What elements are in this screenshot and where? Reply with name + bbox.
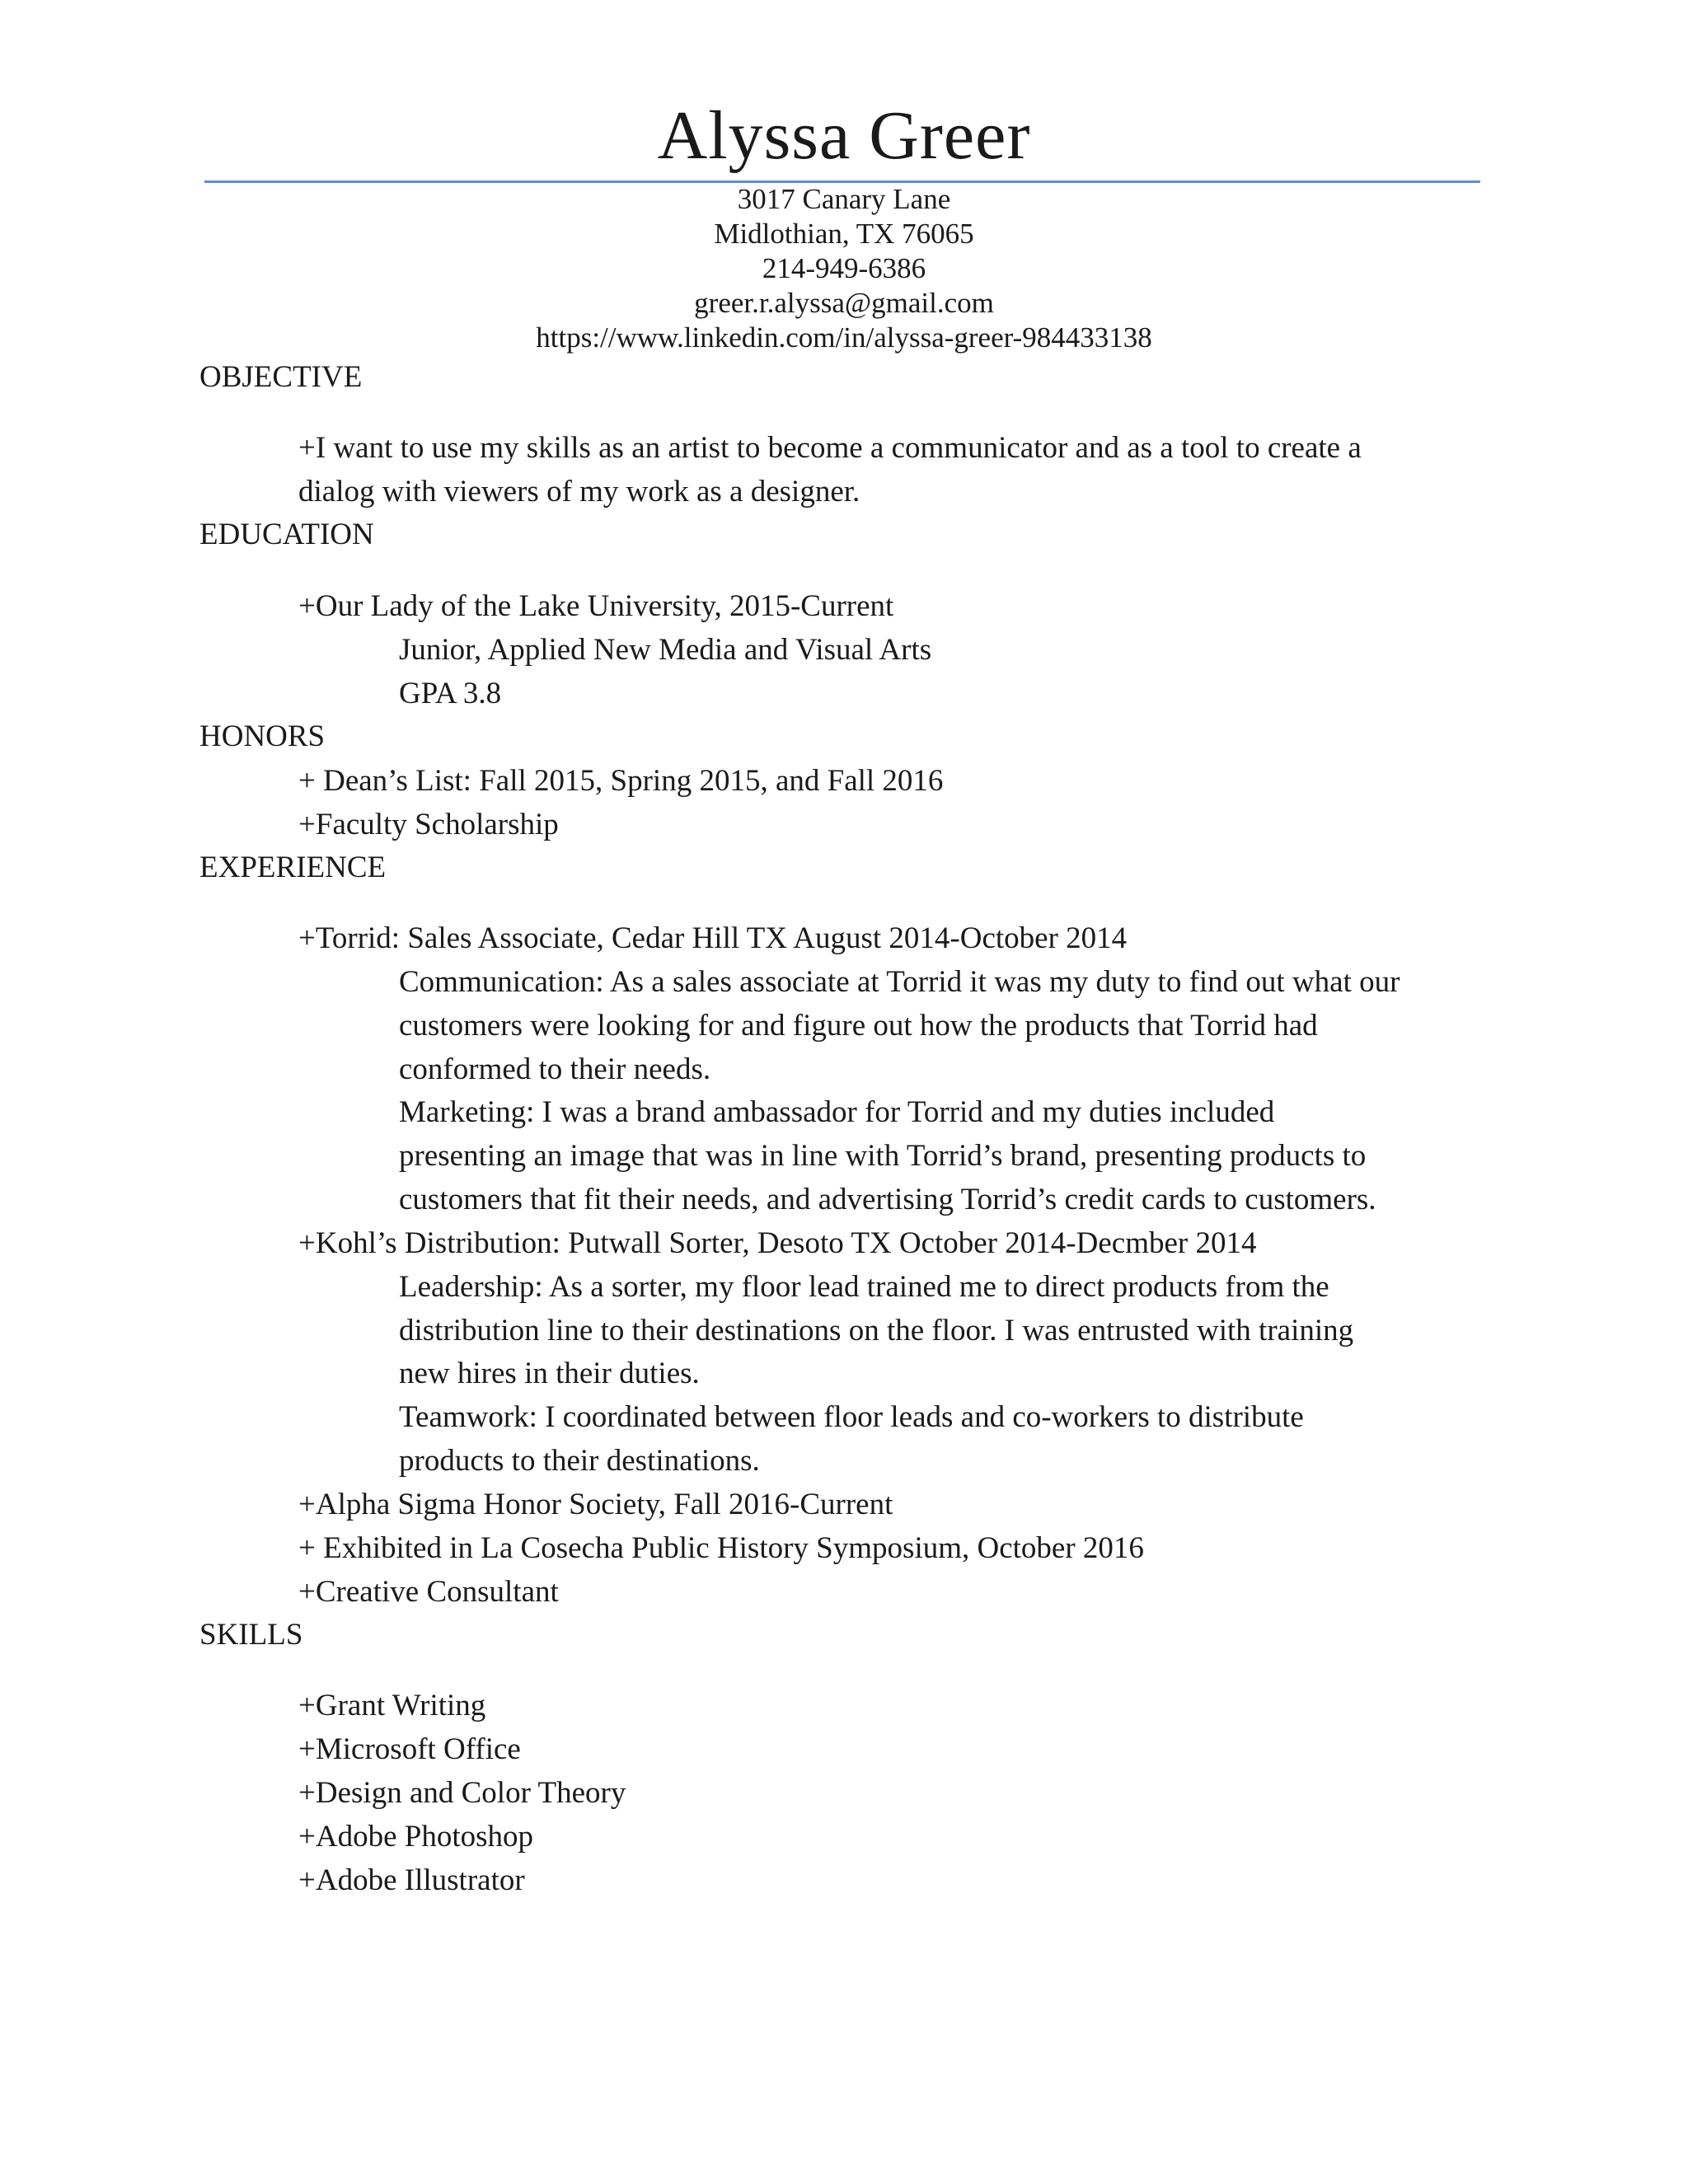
experience-detail-line: presenting an image that was in line with Torrid’s brand, presenting products to	[399, 1139, 1367, 1173]
objective-line-1: +I want to use my skills as an artist to become a communicator and as a tool to create a	[298, 431, 1362, 465]
linkedin-url: https://www.linkedin.com/in/alyssa-greer-984433138	[536, 321, 1152, 354]
honors-item: +Faculty Scholarship	[298, 808, 559, 841]
experience-detail-line: Marketing: I was a brand ambassador for Torrid and my duties included	[399, 1095, 1275, 1129]
experience-detail-line: Leadership: As a sorter, my floor lead trained me to direct products from the	[399, 1270, 1329, 1304]
experience-detail-line: conformed to their needs.	[399, 1052, 711, 1086]
resume-name: Alyssa Greer	[657, 97, 1031, 174]
experience-detail-line: new hires in their duties.	[399, 1357, 700, 1390]
education-program: Junior, Applied New Media and Visual Arts	[399, 633, 932, 667]
skills-heading: SKILLS	[199, 1618, 303, 1652]
address-line-2: Midlothian, TX 76065	[714, 218, 974, 250]
experience-detail-line: customers that fit their needs, and advertising Torrid’s credit cards to customers.	[399, 1183, 1376, 1216]
skills-item: +Adobe Illustrator	[298, 1863, 525, 1897]
education-heading: EDUCATION	[199, 518, 374, 551]
honors-heading: HONORS	[199, 719, 326, 753]
experience-kohls-title: +Kohl’s Distribution: Putwall Sorter, Desoto TX October 2014-Decmber 2014	[298, 1226, 1257, 1260]
experience-other-item: +Alpha Sigma Honor Society, Fall 2016-Current	[298, 1488, 893, 1521]
address-line-1: 3017 Canary Lane	[737, 183, 951, 215]
experience-heading: EXPERIENCE	[199, 851, 387, 884]
education-gpa: GPA 3.8	[399, 677, 502, 710]
experience-torrid-title: +Torrid: Sales Associate, Cedar Hill TX August 2014-October 2014	[298, 921, 1128, 955]
experience-other-item: + Exhibited in La Cosecha Public History Symposium, October 2016	[298, 1531, 1144, 1565]
skills-item: +Design and Color Theory	[298, 1776, 626, 1810]
phone-number: 214-949-6386	[762, 252, 926, 284]
honors-item: + Dean’s List: Fall 2015, Spring 2015, and Fall 2016	[298, 764, 944, 798]
skills-item: +Adobe Photoshop	[298, 1820, 534, 1854]
skills-item: +Grant Writing	[298, 1689, 486, 1722]
email-address: greer.r.alyssa@gmail.com	[694, 287, 994, 319]
experience-detail-line: products to their destinations.	[399, 1444, 760, 1478]
experience-detail-line: Communication: As a sales associate at Torrid it was my duty to find out what our	[399, 965, 1400, 999]
experience-detail-line: distribution line to their destinations on the floor. I was entrusted with training	[399, 1314, 1354, 1347]
experience-detail-line: customers were looking for and figure out how the products that Torrid had	[399, 1009, 1318, 1043]
objective-line-2: dialog with viewers of my work as a designer.	[298, 475, 860, 509]
experience-detail-line: Teamwork: I coordinated between floor leads and co-workers to distribute	[399, 1400, 1304, 1434]
education-school: +Our Lady of the Lake University, 2015-Current	[298, 589, 894, 623]
objective-heading: OBJECTIVE	[199, 360, 363, 394]
skills-item: +Microsoft Office	[298, 1732, 521, 1766]
experience-other-item: +Creative Consultant	[298, 1575, 559, 1609]
